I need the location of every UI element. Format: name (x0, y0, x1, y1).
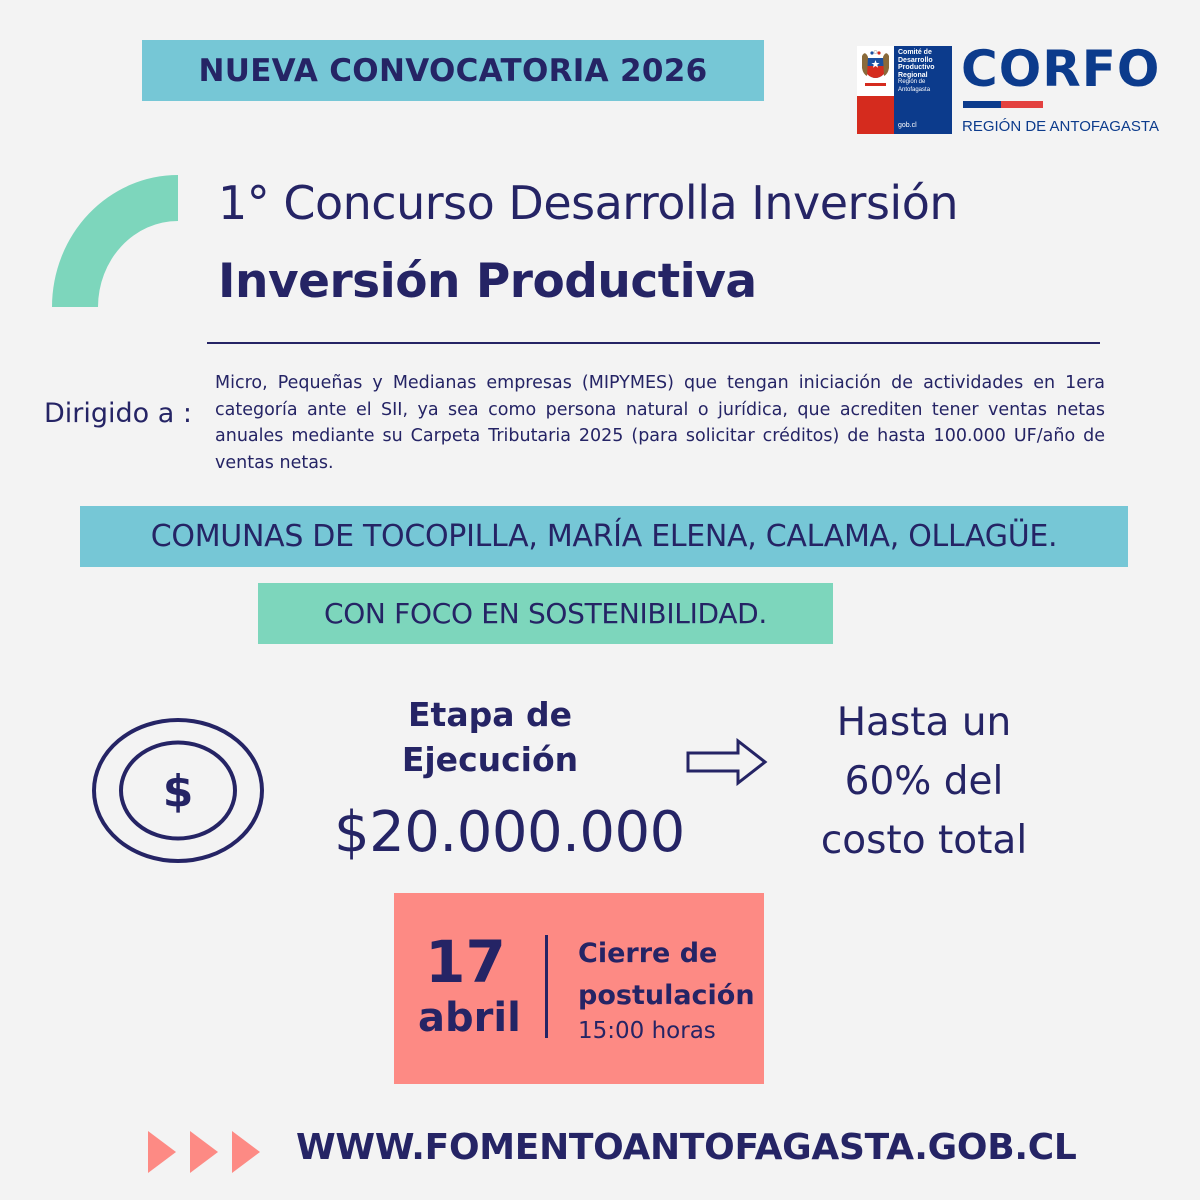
corfo-stripe-blue (963, 101, 1001, 108)
deadline-label: Cierre de postulación (578, 938, 755, 1011)
foco-banner (258, 583, 833, 644)
deadline-divider (545, 935, 548, 1038)
triple-chevron-icon (146, 1131, 262, 1173)
title-divider (207, 342, 1100, 344)
deadline-day: 17 (425, 928, 506, 996)
deadline-time: 15:00 horas (578, 1018, 716, 1044)
coat-of-arms-icon (859, 48, 892, 92)
comunas-banner (80, 506, 1128, 567)
top-banner (142, 40, 764, 101)
website-link[interactable]: WWW.FOMENTOANTOFAGASTA.GOB.CL (296, 1127, 1077, 1168)
comunas-text: COMUNAS DE TOCOPILLA, MARÍA ELENA, CALAMA, OLLAGÜE. (150, 519, 1058, 554)
gob-label: gob.cl (898, 122, 917, 129)
stage-label: Etapa de Ejecución (401, 695, 579, 779)
deadline-month: abril (418, 995, 521, 1041)
dollar-coin-icon (92, 718, 264, 863)
logo-committee-text: Comité de Desarrollo Productivo Regional Región de Antofagasta (898, 49, 935, 93)
funding-amount: $20.000.000 (334, 800, 685, 865)
target-description: Micro, Pequeñas y Medianas empresas (MIPYMES) que tengan iniciación de actividades en 1era categoría ante el SII, ya sea como persona natural o jurídica, que acrediten tener ventas netas anuales mediante su Carpeta Tributaria 2025 (para solicitar créditos) de hasta 100.000 UF/año de ventas netas. (215, 373, 1105, 473)
corfo-region: REGIÓN DE ANTOFAGASTA (962, 118, 1159, 135)
coverage-text: Hasta un 60% del costo total (820, 700, 1028, 863)
contest-title: 1° Concurso Desarrolla Inversión (218, 176, 958, 230)
corfo-logo-emblem (857, 46, 952, 134)
corfo-brand: CORFO (961, 40, 1161, 98)
contest-subtitle: Inversión Productiva (218, 254, 757, 309)
corfo-stripe-red (1001, 101, 1043, 108)
top-banner-label: NUEVA CONVOCATORIA 2026 (198, 52, 708, 89)
decorative-arc-icon (52, 175, 178, 307)
svg-text:$: $ (162, 766, 194, 817)
target-label: Dirigido a : (44, 398, 192, 429)
foco-text: CON FOCO EN SOSTENIBILIDAD. (323, 597, 768, 630)
right-arrow-icon (686, 738, 768, 786)
